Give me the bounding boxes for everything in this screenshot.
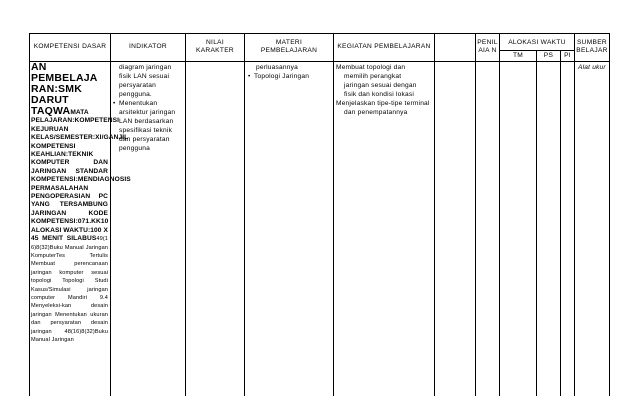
- kegiatan-line: dan penempatannya: [344, 109, 408, 116]
- kompetensi-heading-line: TAQWA: [31, 105, 71, 117]
- indikator-line: arsitektur jaringan: [119, 109, 176, 116]
- indikator-line: LAN berdasarkan: [119, 118, 174, 125]
- bullet-icon: •: [248, 73, 251, 80]
- indikator-line: fisik LAN sesuai: [119, 73, 170, 80]
- header-materi-pembelajaran: MATERI PEMBELAJARAN: [260, 39, 318, 54]
- kompetensi-small-text: 49(1 6)8(32)Buku Manual Jaringan KomputerTes Tertulis Membuat perencanaan jaringan komputer sesuai topologi Topologi Studi Kasus/Simulasi jaringan computer Mandiri 9.4 Menyeleksi-kan desain jaringan Menentukan ukuran dan persyaratan desain jaringan 48(16)8(32)Buku Manual Jaringan: [31, 236, 108, 343]
- materi-line: Topologi Jaringan: [254, 73, 310, 80]
- kegiatan-line: fisik dan kondisi lokasi: [344, 91, 415, 98]
- col-divider: [560, 50, 561, 396]
- indikator-line: persyaratan: [119, 82, 157, 89]
- col-divider: [333, 33, 334, 396]
- kegiatan-line: Membuat topologi dan: [336, 64, 406, 71]
- header-alokasi-waktu: ALOKASI WAKTU: [508, 38, 566, 46]
- kegiatan-line: Menjelaskan tipe-tipe terminal: [336, 100, 430, 107]
- kompetensi-heading-line: PEMBELAJA: [31, 72, 98, 84]
- sumber-cell: Alat ukur: [578, 64, 606, 71]
- header-kompetensi-dasar: KOMPETENSI DASAR: [33, 43, 107, 50]
- kompetensi-detail: [31, 105, 131, 344]
- col-divider: [609, 33, 610, 396]
- kompetensi-bold-text: MATA PELAJARAN:KOMPETENSI KEJURUAN KELAS/SEMESTER:XI/GANJIL KOMPETENSI KEAHLIAN:TEKNIK KOMPUTER DAN JARINGAN STANDAR KOMPETENSI:MENDIAGNOSIS PERMASALAHAN PENGOPERASIAN PC YANG TERSAMBUNG JARINGAN KODE KOMPETENSI:071.KK10 ALOKASI WAKTU:100 X 45 MENIT SILABUS: [31, 109, 131, 243]
- col-divider: [29, 33, 30, 396]
- kompetensi-heading-line: DARUT: [31, 94, 69, 106]
- indikator-line: Menentukan: [119, 100, 158, 107]
- header-pi: PI: [564, 52, 571, 59]
- col-divider: [475, 33, 476, 396]
- col-divider: [244, 33, 245, 396]
- indikator-line: pengguna.: [119, 91, 152, 98]
- col-divider: [110, 33, 111, 396]
- indikator-line: diagram jaringan: [119, 64, 172, 71]
- col-divider: [574, 33, 575, 396]
- header-indikator: INDIKATOR: [129, 43, 167, 50]
- kegiatan-cell: [336, 63, 435, 117]
- silabus-table: [29, 33, 610, 396]
- header-nilai-karakter: NILAI KARAKTER: [196, 39, 234, 54]
- indikator-line: dan persyaratan: [119, 136, 170, 143]
- kompetensi-cell: [31, 61, 131, 395]
- materi-line: perluasannya: [256, 64, 298, 71]
- kegiatan-line: memilih perangkat: [344, 73, 402, 80]
- materi-bullet-item: [248, 72, 332, 81]
- indikator-line: pengguna: [119, 145, 150, 152]
- header-bottom-border: [29, 61, 610, 62]
- indikator-line: spesifikasi teknik: [119, 127, 173, 134]
- col-divider: [499, 33, 500, 396]
- kegiatan-line: jaringan sesuai dengan: [344, 82, 417, 89]
- bullet-icon: •: [113, 100, 116, 107]
- kompetensi-heading-line: RAN:SMK: [31, 83, 82, 95]
- header-kegiatan-pembelajaran: KEGIATAN PEMBELAJARAN: [337, 43, 431, 50]
- col-divider: [536, 50, 537, 396]
- header-ps: PS: [543, 52, 554, 59]
- col-divider: [185, 33, 186, 396]
- materi-cell: [248, 63, 332, 81]
- header-sumber-belajar: SUMBER BELAJAR: [576, 39, 608, 54]
- indikator-cell: [113, 63, 185, 153]
- header-tm: TM: [512, 52, 524, 59]
- header-penilaian: PENILAIA N: [477, 39, 498, 54]
- kompetensi-heading-line: AN: [31, 61, 47, 73]
- indikator-bullet-item: [113, 99, 185, 108]
